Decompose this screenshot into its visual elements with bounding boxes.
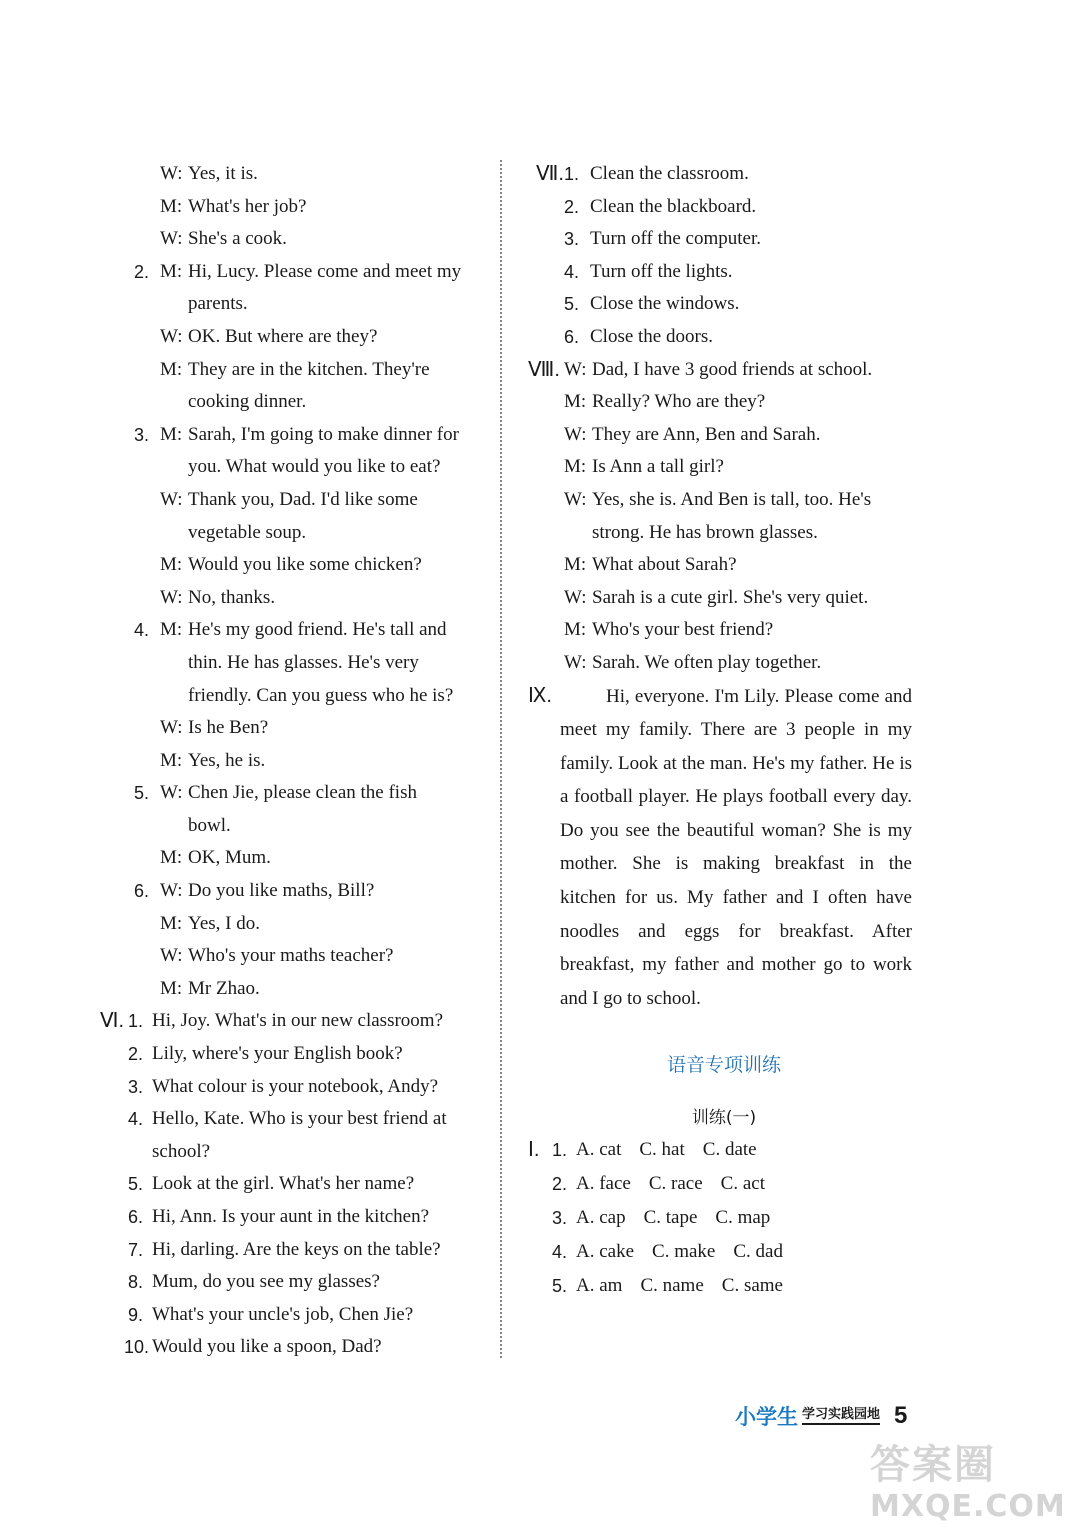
watermark-logo — [870, 1440, 1066, 1532]
dialog-text: Hi, Lucy. Please come and meet my — [188, 260, 462, 282]
dialog-line — [100, 354, 495, 387]
item-text: Hello, Kate. Who is your best friend at — [152, 1108, 447, 1130]
option-b: C. make — [652, 1241, 716, 1263]
dialog-text: Who's your maths teacher? — [188, 945, 394, 967]
option-a: A. cake — [576, 1241, 635, 1263]
dialog-continuation: you. What would you like to eat? — [188, 456, 441, 478]
dialog-line — [100, 973, 495, 1006]
dialog-text: OK, Mum. — [188, 847, 271, 869]
item-text: Lily, where's your English book? — [152, 1043, 403, 1065]
option-c: C. dad — [733, 1241, 783, 1263]
speaker-label: M: — [160, 260, 183, 282]
dialog-line — [528, 614, 920, 647]
dialog-line — [528, 582, 920, 615]
section-number: Ⅷ. — [528, 358, 560, 381]
item-text: Hi, Joy. What's in our new classroom? — [152, 1010, 444, 1032]
dialog-continuation: bowl. — [188, 814, 231, 836]
speaker-label: W: — [160, 880, 183, 902]
speaker-label: W: — [160, 163, 183, 184]
speaker-label: W: — [564, 651, 587, 673]
item-number: 3. — [552, 1208, 568, 1229]
dialog-line — [528, 647, 920, 680]
dialog-line — [528, 386, 920, 419]
speaker-label: M: — [564, 619, 587, 641]
option-a: A. am — [576, 1275, 623, 1297]
list-item — [100, 1234, 495, 1267]
item-number: 6. — [128, 1207, 144, 1227]
dialog-text: OK. But where are they? — [188, 325, 378, 347]
speaker-label: M: — [160, 912, 183, 934]
dialog-line — [528, 419, 920, 452]
speaker-label: W: — [564, 488, 587, 510]
section-number: Ⅸ. — [528, 684, 552, 707]
item-number: 3. — [564, 229, 580, 250]
dialog-text: Is Ann a tall girl? — [592, 456, 724, 478]
speaker-label: W: — [160, 586, 183, 608]
item-number: 4. — [134, 620, 150, 641]
dialog-item — [100, 614, 495, 647]
option-c: C. act — [720, 1173, 765, 1195]
dialog-text: Really? Who are they? — [592, 391, 766, 413]
dialog-text: Yes, it is. — [188, 163, 258, 184]
list-item — [100, 1299, 495, 1332]
dialog-text: Mr Zhao. — [188, 977, 260, 999]
speaker-label: M: — [564, 554, 587, 576]
dialog-continuation: friendly. Can you guess who he is? — [188, 684, 454, 706]
item-number: 2. — [564, 196, 580, 217]
dialog-text: No, thanks. — [188, 586, 276, 608]
item-text: Would you like a spoon, Dad? — [152, 1336, 382, 1358]
item-number: 5. — [564, 294, 580, 315]
dialog-continuation: strong. He has brown glasses. — [592, 521, 818, 543]
options-row — [528, 1167, 920, 1201]
item-text: Hi, Ann. Is your aunt in the kitchen? — [152, 1206, 430, 1227]
item-text: What colour is your notebook, Andy? — [152, 1075, 439, 1097]
dialog-line — [100, 745, 495, 778]
speaker-label: W: — [160, 228, 183, 250]
dialog-line — [100, 484, 495, 517]
option-b: C. race — [648, 1173, 703, 1195]
speaker-label: M: — [160, 619, 183, 641]
options-row — [528, 1133, 920, 1167]
list-item — [100, 1005, 495, 1038]
dialog-text: Thank you, Dad. I'd like some — [188, 488, 418, 510]
item-number: 9. — [128, 1304, 144, 1325]
list-item — [100, 1038, 495, 1071]
item-number: 1. — [128, 1011, 144, 1032]
section-subheading: 训练(一) — [691, 1108, 757, 1129]
option-a: A. cat — [576, 1139, 622, 1161]
item-number: 10. — [124, 1337, 150, 1358]
list-item — [528, 223, 920, 256]
column-divider — [500, 160, 502, 1358]
option-b: C. name — [640, 1275, 704, 1297]
section-number: Ⅶ. — [536, 163, 564, 185]
dialog-text: Sarah is a cute girl. She's very quiet. — [592, 586, 869, 608]
item-number: 4. — [552, 1242, 568, 1263]
item-number: 2. — [134, 261, 150, 282]
option-c: C. date — [702, 1139, 757, 1161]
item-number: 4. — [564, 261, 580, 282]
dialog-text: What about Sarah? — [592, 554, 737, 576]
item-text: Hi, darling. Are the keys on the table? — [152, 1238, 441, 1260]
dialog-continuation: parents. — [188, 293, 248, 315]
item-text: Turn off the lights. — [590, 260, 733, 282]
dialog-line — [528, 549, 920, 582]
options-row — [528, 1269, 920, 1303]
speaker-label: M: — [564, 391, 587, 413]
dialog-text: They are in the kitchen. They're — [188, 358, 430, 380]
item-text: Clean the classroom. — [590, 163, 749, 184]
speaker-label: M: — [564, 456, 587, 478]
page-footer — [735, 1398, 907, 1434]
item-number: 7. — [128, 1239, 144, 1260]
dialog-line — [100, 549, 495, 582]
dialog-line — [528, 451, 920, 484]
option-c: C. map — [715, 1207, 771, 1229]
options-row — [528, 1235, 920, 1269]
speaker-label: M: — [160, 749, 183, 771]
speaker-label: W: — [160, 488, 183, 510]
list-item — [528, 256, 920, 289]
item-number: 4. — [128, 1109, 144, 1130]
dialog-text: Yes, I do. — [188, 912, 260, 934]
item-text: Close the windows. — [590, 293, 740, 315]
dialog-text: Would you like some chicken? — [188, 554, 422, 576]
dialog-text: She's a cook. — [188, 228, 287, 250]
list-item — [100, 1071, 495, 1104]
item-number: 5. — [552, 1276, 568, 1297]
dialog-text: Sarah, I'm going to make dinner for — [188, 423, 459, 445]
dialog-item — [100, 777, 495, 810]
dialog-text: They are Ann, Ben and Sarah. — [592, 423, 821, 445]
speaker-label: W: — [564, 586, 587, 608]
item-number: 2. — [128, 1044, 144, 1065]
right-column — [528, 158, 920, 1303]
dialog-line — [100, 712, 495, 745]
list-item — [528, 191, 920, 224]
list-item — [528, 288, 920, 321]
list-item — [528, 158, 920, 191]
dialog-line — [100, 582, 495, 615]
speaker-label: M: — [160, 358, 183, 380]
speaker-label: M: — [160, 423, 183, 445]
passage-text: Hi, everyone. I'm Lily. Please come and meet my family. There are 3 people in my family. Look at the man. He's my father. He is a football player. He plays football every day. Do you see the beautiful woman? She is my mother. She is making breakfast in the kitchen for us. My father and I often have noodles and eggs for breakfast. After breakfast, my father and mother go to work and I go to school. — [560, 685, 912, 1009]
item-number: 1. — [552, 1140, 568, 1161]
option-b: C. tape — [643, 1207, 698, 1229]
speaker-label: W: — [564, 358, 587, 380]
speaker-label: W: — [160, 945, 183, 967]
list-item — [100, 1331, 495, 1364]
list-item — [100, 1266, 495, 1299]
brand-title: 小学生 — [735, 1405, 798, 1429]
speaker-label: W: — [160, 325, 183, 347]
dialog-item — [100, 875, 495, 908]
dialog-item — [100, 419, 495, 452]
dialog-item — [100, 256, 495, 289]
item-text: Look at the girl. What's her name? — [152, 1173, 415, 1195]
section-number: Ⅰ. — [528, 1139, 540, 1162]
section-number: Ⅵ. — [100, 1010, 125, 1033]
passage — [528, 680, 912, 1016]
speaker-label: W: — [564, 423, 587, 445]
item-text: Clean the blackboard. — [590, 195, 757, 217]
speaker-label: W: — [160, 782, 183, 804]
dialog-line — [528, 484, 920, 517]
dialog-continuation: thin. He has glasses. He's very — [188, 651, 419, 673]
dialog-line — [100, 223, 495, 256]
dialog-line — [100, 321, 495, 354]
list-item — [100, 1168, 495, 1201]
list-item — [100, 1103, 495, 1136]
option-c: C. same — [721, 1275, 783, 1297]
dialog-text: Is he Ben? — [188, 717, 269, 739]
dialog-text: Dad, I have 3 good friends at school. — [592, 358, 873, 380]
dialog-text: Do you like maths, Bill? — [188, 880, 375, 902]
dialog-line — [100, 158, 495, 191]
option-a: A. cap — [576, 1207, 626, 1229]
section-heading: 语音专项训练 — [666, 1054, 781, 1077]
item-text: What's your uncle's job, Chen Jie? — [152, 1303, 414, 1325]
speaker-label: M: — [160, 195, 183, 217]
page-number: 5 — [894, 1402, 908, 1429]
dialog-text: Sarah. We often play together. — [592, 651, 822, 673]
speaker-label: M: — [160, 977, 183, 999]
list-item — [528, 321, 920, 354]
item-number: 8. — [128, 1272, 144, 1293]
brand-subtitle: 学习实践园地 — [802, 1407, 880, 1425]
item-number: 5. — [128, 1174, 144, 1195]
option-b: C. hat — [639, 1139, 685, 1161]
dialog-continuation: cooking dinner. — [188, 391, 307, 413]
dialog-line — [100, 191, 495, 224]
dialog-text: Chen Jie, please clean the fish — [188, 782, 417, 804]
item-text: Turn off the computer. — [590, 228, 761, 250]
item-number: 5. — [134, 783, 150, 804]
speaker-label: M: — [160, 554, 183, 576]
dialog-text: Yes, he is. — [188, 749, 266, 771]
dialog-text: He's my good friend. He's tall and — [188, 619, 447, 641]
dialog-continuation: vegetable soup. — [188, 521, 307, 543]
item-text: Mum, do you see my glasses? — [152, 1271, 380, 1293]
speaker-label: W: — [160, 717, 183, 739]
option-a: A. face — [576, 1173, 631, 1195]
left-column — [100, 158, 495, 1364]
dialog-text: What's her job? — [188, 195, 307, 217]
item-number: 6. — [134, 881, 150, 902]
item-number: 6. — [564, 326, 580, 347]
item-number: 3. — [134, 424, 150, 445]
dialog-text: Yes, she is. And Ben is tall, too. He's — [592, 488, 872, 510]
list-item — [100, 1201, 495, 1234]
item-number: 2. — [552, 1174, 568, 1195]
speaker-label: M: — [160, 847, 183, 869]
item-number: 3. — [128, 1076, 144, 1097]
item-number: 1. — [564, 164, 580, 184]
watermark-bottom: MXQE.COM — [870, 1489, 1066, 1524]
dialog-line — [100, 908, 495, 941]
dialog-text: Who's your best friend? — [592, 619, 774, 641]
dialog-line — [100, 940, 495, 973]
watermark-top: 答案圈 — [870, 1442, 996, 1488]
dialog-line — [100, 842, 495, 875]
dialog-line — [528, 354, 920, 387]
options-row — [528, 1201, 920, 1235]
item-text: Close the doors. — [590, 325, 713, 347]
item-continuation: school? — [152, 1140, 211, 1162]
